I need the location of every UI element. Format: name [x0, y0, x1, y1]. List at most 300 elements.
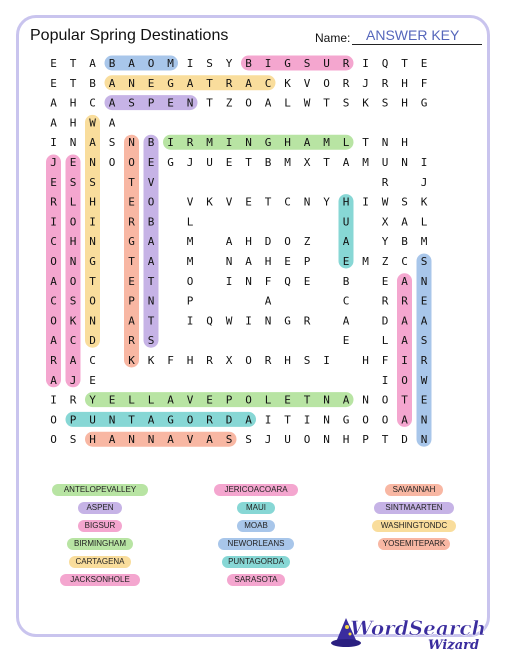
grid-letter[interactable]: H [342, 433, 350, 447]
grid-letter[interactable]: Z [381, 255, 389, 268]
grid-letter[interactable]: F [167, 354, 174, 367]
grid-letter[interactable]: E [420, 294, 428, 308]
grid-letter[interactable]: J [69, 373, 77, 387]
grid-letter[interactable]: O [147, 57, 155, 70]
grid-letter[interactable]: K [362, 96, 369, 110]
grid-letter[interactable]: U [89, 413, 96, 427]
grid-letter[interactable]: E [381, 274, 389, 288]
grid-letter[interactable]: E [50, 175, 57, 189]
grid-letter[interactable]: I [362, 57, 369, 70]
grid-letter[interactable]: C [342, 294, 350, 308]
grid-letter[interactable]: A [69, 354, 77, 367]
grid-letter[interactable]: I [303, 413, 311, 427]
grid-letter[interactable]: A [245, 413, 252, 427]
grid-letter[interactable]: T [89, 274, 96, 288]
grid-letter[interactable]: T [264, 195, 272, 209]
grid-letter[interactable]: O [245, 393, 252, 407]
grid-letter[interactable]: R [381, 294, 389, 308]
grid-letter[interactable]: A [401, 413, 408, 427]
grid-letter[interactable]: E [303, 274, 311, 288]
grid-letter[interactable]: G [342, 413, 350, 427]
grid-letter[interactable]: N [323, 433, 330, 447]
grid-letter[interactable]: T [128, 255, 135, 268]
grid-letter[interactable]: I [323, 354, 330, 367]
grid-letter[interactable]: Z [225, 96, 233, 110]
grid-letter[interactable]: I [50, 136, 57, 150]
grid-letter[interactable]: N [381, 136, 389, 150]
grid-letter[interactable]: R [69, 393, 77, 407]
grid-letter[interactable]: K [284, 76, 291, 90]
grid-letter[interactable]: O [69, 215, 77, 229]
grid-letter[interactable]: T [128, 413, 135, 427]
grid-letter[interactable]: N [401, 156, 408, 169]
grid-letter[interactable]: A [401, 274, 408, 288]
grid-letter[interactable]: Y [323, 195, 330, 209]
grid-letter[interactable]: N [147, 433, 155, 447]
grid-letter[interactable]: A [245, 255, 252, 268]
grid-letter[interactable]: C [50, 294, 57, 308]
grid-letter[interactable]: T [147, 274, 155, 288]
grid-letter[interactable]: O [50, 255, 57, 268]
grid-letter[interactable]: U [342, 215, 350, 229]
grid-letter[interactable]: C [284, 195, 291, 209]
grid-letter[interactable]: H [401, 136, 408, 150]
grid-letter[interactable]: G [167, 76, 174, 90]
grid-letter[interactable]: T [362, 136, 369, 150]
grid-letter[interactable]: G [128, 235, 135, 249]
grid-letter[interactable]: M [284, 156, 291, 169]
grid-letter[interactable]: E [128, 195, 135, 209]
grid-letter[interactable]: H [186, 354, 194, 367]
grid-letter[interactable]: O [186, 274, 194, 288]
grid-letter[interactable]: S [303, 354, 311, 367]
grid-letter[interactable]: L [342, 136, 350, 150]
grid-letter[interactable]: T [381, 433, 389, 447]
grid-letter[interactable]: W [381, 195, 389, 209]
grid-letter[interactable]: F [420, 76, 428, 90]
grid-letter[interactable]: V [303, 76, 311, 90]
grid-letter[interactable]: T [323, 156, 330, 169]
grid-letter[interactable]: M [186, 235, 194, 249]
grid-letter[interactable]: G [420, 96, 428, 110]
grid-letter[interactable]: M [167, 57, 174, 70]
grid-letter[interactable]: H [264, 255, 272, 268]
grid-letter[interactable]: N [89, 156, 96, 169]
grid-letter[interactable]: E [108, 393, 116, 407]
grid-letter[interactable]: P [303, 255, 311, 268]
grid-letter[interactable]: H [245, 235, 252, 249]
grid-letter[interactable]: V [225, 195, 233, 209]
grid-letter[interactable]: E [128, 274, 135, 288]
grid-letter[interactable]: I [225, 274, 233, 288]
grid-letter[interactable]: I [362, 195, 369, 209]
grid-letter[interactable]: C [401, 255, 408, 268]
grid-letter[interactable]: O [50, 433, 57, 447]
grid-letter[interactable]: H [89, 433, 96, 447]
grid-letter[interactable]: O [381, 413, 389, 427]
grid-letter[interactable]: S [128, 96, 135, 110]
grid-letter[interactable]: A [342, 393, 350, 407]
grid-letter[interactable]: E [89, 373, 96, 387]
grid-letter[interactable]: J [264, 433, 272, 447]
grid-letter[interactable]: G [264, 136, 272, 150]
grid-letter[interactable]: K [128, 354, 135, 367]
grid-letter[interactable]: E [225, 156, 233, 169]
grid-letter[interactable]: T [401, 57, 408, 70]
grid-letter[interactable]: O [128, 156, 135, 169]
grid-letter[interactable]: O [323, 76, 330, 90]
grid-letter[interactable]: L [186, 215, 194, 229]
grid-letter[interactable]: O [401, 373, 408, 387]
grid-letter[interactable]: A [50, 96, 57, 110]
grid-letter[interactable]: O [381, 393, 389, 407]
grid-letter[interactable]: D [381, 314, 389, 328]
grid-letter[interactable]: A [50, 274, 57, 288]
grid-letter[interactable]: A [420, 314, 428, 328]
grid-letter[interactable]: B [245, 57, 252, 70]
grid-letter[interactable]: N [89, 314, 96, 328]
grid-letter[interactable]: R [128, 334, 135, 348]
grid-letter[interactable]: B [89, 76, 96, 90]
grid-letter[interactable]: R [342, 76, 350, 90]
grid-letter[interactable]: S [303, 57, 311, 70]
grid-letter[interactable]: B [147, 215, 155, 229]
grid-letter[interactable]: T [284, 413, 291, 427]
grid-letter[interactable]: L [147, 393, 155, 407]
grid-letter[interactable]: Y [381, 235, 389, 249]
grid-letter[interactable]: S [420, 334, 428, 348]
grid-letter[interactable]: U [323, 57, 330, 70]
grid-letter[interactable]: M [323, 136, 330, 150]
grid-letter[interactable]: N [323, 393, 330, 407]
grid-letter[interactable]: N [108, 413, 116, 427]
grid-letter[interactable]: L [264, 393, 272, 407]
grid-letter[interactable]: E [342, 255, 350, 268]
grid-letter[interactable]: B [264, 156, 272, 169]
grid-letter[interactable]: I [50, 393, 57, 407]
grid-letter[interactable]: N [245, 274, 252, 288]
grid-letter[interactable]: N [264, 314, 272, 328]
grid-letter[interactable]: M [362, 156, 369, 169]
grid-letter[interactable]: S [108, 136, 116, 150]
grid-letter[interactable]: O [89, 294, 96, 308]
grid-letter[interactable]: T [69, 57, 77, 70]
grid-letter[interactable]: E [245, 195, 252, 209]
grid-letter[interactable]: T [128, 175, 135, 189]
grid-letter[interactable]: E [420, 393, 428, 407]
grid-letter[interactable]: Z [303, 235, 311, 249]
grid-letter[interactable]: A [401, 215, 408, 229]
grid-letter[interactable]: A [186, 76, 194, 90]
grid-letter[interactable]: R [225, 76, 233, 90]
grid-letter[interactable]: L [69, 195, 77, 209]
grid-letter[interactable]: S [225, 433, 233, 447]
grid-letter[interactable]: V [186, 195, 194, 209]
grid-letter[interactable]: A [264, 96, 272, 110]
grid-letter[interactable]: R [420, 354, 428, 367]
grid-letter[interactable]: V [147, 175, 155, 189]
grid-letter[interactable]: L [420, 215, 428, 229]
grid-letter[interactable]: S [420, 255, 428, 268]
grid-letter[interactable]: O [303, 433, 311, 447]
grid-letter[interactable]: F [381, 354, 389, 367]
grid-letter[interactable]: T [401, 393, 408, 407]
grid-letter[interactable]: A [342, 156, 350, 169]
grid-letter[interactable]: I [401, 354, 408, 367]
name-field[interactable]: ANSWER KEY [352, 27, 482, 45]
grid-letter[interactable]: P [147, 96, 155, 110]
grid-letter[interactable]: G [284, 314, 291, 328]
grid-letter[interactable]: D [225, 413, 233, 427]
grid-letter[interactable]: A [167, 393, 174, 407]
grid-letter[interactable]: P [225, 393, 233, 407]
grid-letter[interactable]: A [167, 433, 174, 447]
grid-letter[interactable]: N [362, 393, 369, 407]
grid-letter[interactable]: C [50, 235, 57, 249]
grid-letter[interactable]: O [69, 274, 77, 288]
grid-letter[interactable]: O [50, 413, 57, 427]
grid-letter[interactable]: S [342, 96, 350, 110]
grid-letter[interactable]: X [225, 354, 233, 367]
grid-letter[interactable]: O [186, 413, 194, 427]
grid-letter[interactable]: E [420, 57, 428, 70]
grid-letter[interactable]: W [420, 373, 428, 387]
grid-letter[interactable]: S [69, 294, 77, 308]
grid-letter[interactable]: O [50, 314, 57, 328]
grid-letter[interactable]: U [206, 156, 213, 169]
grid-letter[interactable]: A [401, 334, 408, 348]
grid-letter[interactable]: T [69, 76, 77, 90]
grid-letter[interactable]: S [206, 57, 213, 70]
grid-letter[interactable]: H [401, 96, 408, 110]
grid-letter[interactable]: O [245, 354, 252, 367]
grid-letter[interactable]: E [147, 156, 155, 169]
grid-letter[interactable]: R [206, 413, 213, 427]
grid-letter[interactable]: A [401, 314, 408, 328]
grid-letter[interactable]: A [206, 433, 213, 447]
grid-letter[interactable]: N [420, 274, 428, 288]
grid-letter[interactable]: N [245, 136, 252, 150]
grid-letter[interactable]: P [69, 413, 77, 427]
grid-letter[interactable]: P [128, 294, 135, 308]
grid-letter[interactable]: I [381, 373, 389, 387]
grid-letter[interactable]: S [381, 96, 389, 110]
grid-letter[interactable]: N [420, 433, 428, 447]
grid-letter[interactable]: U [381, 156, 389, 169]
grid-letter[interactable]: J [420, 175, 428, 189]
grid-letter[interactable]: N [128, 136, 135, 150]
grid-letter[interactable]: I [167, 136, 174, 150]
grid-letter[interactable]: O [108, 156, 116, 169]
grid-letter[interactable]: B [108, 57, 116, 70]
grid-letter[interactable]: R [186, 136, 194, 150]
grid-letter[interactable]: N [89, 235, 96, 249]
grid-letter[interactable]: A [342, 314, 350, 328]
grid-letter[interactable]: C [264, 76, 272, 90]
grid-letter[interactable]: M [420, 235, 428, 249]
grid-letter[interactable]: A [264, 294, 272, 308]
grid-letter[interactable]: V [186, 433, 194, 447]
grid-letter[interactable]: E [167, 96, 174, 110]
grid-letter[interactable]: A [108, 76, 116, 90]
grid-letter[interactable]: O [362, 413, 369, 427]
grid-letter[interactable]: R [303, 314, 311, 328]
grid-letter[interactable]: S [69, 433, 77, 447]
grid-letter[interactable]: H [89, 195, 96, 209]
grid-letter[interactable]: S [89, 175, 96, 189]
grid-letter[interactable]: N [323, 413, 330, 427]
grid-letter[interactable]: K [206, 195, 213, 209]
grid-letter[interactable]: D [401, 433, 408, 447]
grid-letter[interactable]: A [147, 255, 155, 268]
grid-letter[interactable]: R [342, 57, 350, 70]
grid-letter[interactable]: S [69, 175, 77, 189]
grid-letter[interactable]: A [147, 413, 155, 427]
grid-letter[interactable]: G [89, 255, 96, 268]
grid-letter[interactable]: U [284, 433, 291, 447]
grid-letter[interactable]: H [69, 96, 77, 110]
grid-letter[interactable]: W [89, 116, 96, 130]
grid-letter[interactable]: B [401, 235, 408, 249]
grid-letter[interactable]: S [401, 195, 408, 209]
grid-letter[interactable]: L [381, 334, 389, 348]
grid-letter[interactable]: R [128, 215, 135, 229]
grid-letter[interactable]: E [50, 76, 57, 90]
grid-letter[interactable]: G [284, 57, 291, 70]
grid-letter[interactable]: D [264, 235, 272, 249]
grid-letter[interactable]: J [186, 156, 194, 169]
grid-letter[interactable]: J [362, 76, 369, 90]
grid-letter[interactable]: X [381, 215, 389, 229]
grid-letter[interactable]: A [147, 235, 155, 249]
grid-letter[interactable]: A [108, 116, 116, 130]
grid-letter[interactable]: K [69, 314, 77, 328]
grid-letter[interactable]: M [206, 136, 213, 150]
grid-letter[interactable]: A [108, 433, 116, 447]
grid-letter[interactable]: A [50, 116, 57, 130]
grid-letter[interactable]: A [50, 334, 57, 348]
grid-letter[interactable]: F [264, 274, 272, 288]
grid-letter[interactable]: A [89, 136, 96, 150]
grid-letter[interactable]: P [186, 294, 194, 308]
grid-letter[interactable]: K [147, 354, 155, 367]
grid-letter[interactable]: S [147, 334, 155, 348]
grid-letter[interactable]: E [50, 57, 57, 70]
grid-letter[interactable]: I [50, 215, 57, 229]
grid-letter[interactable]: W [225, 314, 233, 328]
grid-letter[interactable]: C [69, 334, 77, 348]
grid-letter[interactable]: A [245, 76, 252, 90]
grid-letter[interactable]: P [362, 433, 369, 447]
grid-letter[interactable]: G [167, 156, 174, 169]
grid-letter[interactable]: C [89, 354, 96, 367]
grid-letter[interactable]: E [342, 334, 350, 348]
grid-letter[interactable]: A [225, 235, 233, 249]
grid-letter[interactable]: C [89, 96, 96, 110]
grid-letter[interactable]: T [147, 314, 155, 328]
grid-letter[interactable]: H [69, 116, 77, 130]
grid-letter[interactable]: I [225, 136, 233, 150]
grid-letter[interactable]: A [342, 235, 350, 249]
grid-letter[interactable]: N [147, 294, 155, 308]
grid-letter[interactable]: E [147, 76, 155, 90]
grid-letter[interactable]: H [401, 76, 408, 90]
grid-letter[interactable]: I [264, 57, 272, 70]
grid-letter[interactable]: H [69, 235, 77, 249]
grid-letter[interactable]: N [420, 413, 428, 427]
grid-letter[interactable]: O [284, 235, 291, 249]
grid-letter[interactable]: I [420, 156, 428, 169]
grid-letter[interactable]: E [284, 393, 291, 407]
grid-letter[interactable]: I [264, 413, 272, 427]
grid-letter[interactable]: K [420, 195, 428, 209]
grid-letter[interactable]: R [264, 354, 272, 367]
grid-letter[interactable]: A [128, 314, 135, 328]
grid-letter[interactable]: Q [284, 274, 291, 288]
grid-letter[interactable]: E [206, 393, 213, 407]
grid-letter[interactable]: B [342, 274, 350, 288]
grid-letter[interactable]: R [206, 354, 213, 367]
grid-letter[interactable]: A [89, 57, 96, 70]
grid-letter[interactable]: N [69, 255, 77, 268]
grid-letter[interactable]: G [167, 413, 174, 427]
grid-letter[interactable]: V [186, 393, 194, 407]
grid-letter[interactable]: B [147, 136, 155, 150]
grid-letter[interactable]: E [284, 255, 291, 268]
grid-letter[interactable]: N [128, 76, 135, 90]
grid-letter[interactable]: D [89, 334, 96, 348]
grid-letter[interactable]: R [381, 76, 389, 90]
grid-letter[interactable]: A [108, 96, 116, 110]
grid-letter[interactable]: A [50, 373, 57, 387]
grid-letter[interactable]: N [128, 433, 135, 447]
grid-letter[interactable]: Y [89, 393, 96, 407]
grid-letter[interactable]: H [342, 195, 350, 209]
grid-letter[interactable]: R [50, 195, 57, 209]
grid-letter[interactable]: N [186, 96, 194, 110]
grid-letter[interactable]: N [69, 136, 77, 150]
grid-letter[interactable]: T [206, 96, 213, 110]
grid-letter[interactable]: S [245, 433, 252, 447]
grid-letter[interactable]: O [245, 96, 252, 110]
grid-letter[interactable]: J [50, 156, 57, 169]
grid-letter[interactable]: W [303, 96, 311, 110]
grid-letter[interactable]: R [401, 294, 408, 308]
grid-letter[interactable]: L [284, 96, 291, 110]
grid-letter[interactable]: T [206, 76, 213, 90]
grid-letter[interactable]: E [69, 156, 77, 169]
grid-letter[interactable]: T [323, 96, 330, 110]
grid-letter[interactable]: T [303, 393, 311, 407]
grid-letter[interactable]: R [50, 354, 57, 367]
grid-letter[interactable]: Q [381, 57, 389, 70]
grid-letter[interactable]: L [128, 393, 135, 407]
grid-letter[interactable]: A [128, 57, 135, 70]
grid-letter[interactable]: H [284, 354, 291, 367]
grid-letter[interactable]: I [245, 314, 252, 328]
grid-letter[interactable]: M [362, 255, 369, 268]
grid-letter[interactable]: O [147, 195, 155, 209]
grid-letter[interactable]: N [225, 255, 233, 268]
grid-letter[interactable]: A [303, 136, 311, 150]
grid-letter[interactable]: I [186, 314, 194, 328]
grid-letter[interactable]: N [303, 195, 311, 209]
grid-letter[interactable]: X [303, 156, 311, 169]
grid-letter[interactable]: M [186, 255, 194, 268]
grid-letter[interactable]: Q [206, 314, 213, 328]
grid-letter[interactable]: R [381, 175, 389, 189]
grid-letter[interactable]: T [245, 156, 252, 169]
